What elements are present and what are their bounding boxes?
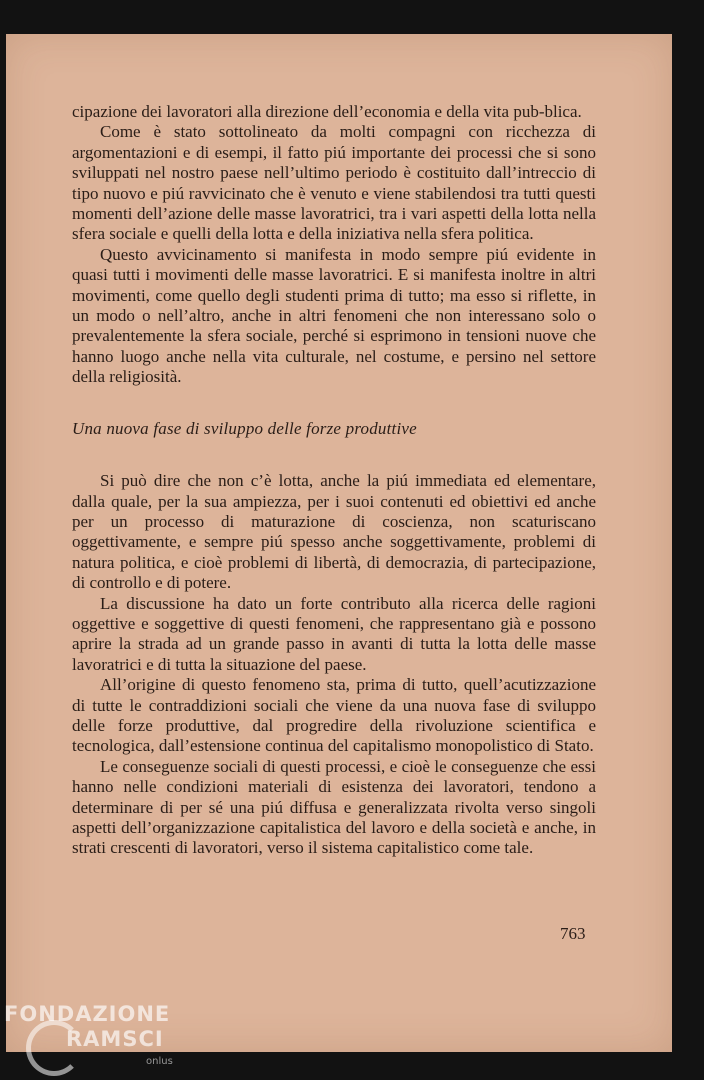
watermark-line1: FONDAZIONE (4, 1002, 171, 1026)
watermark-suffix: onlus (146, 1056, 173, 1067)
paragraph: Come è stato sottolineato da molti compagni con ricchezza di argomentazioni e di esempi, il fatto piú importante dei processi che si sono sviluppati nel nostro paese nell’ultimo periodo è costituito dall’intreccio di tipo nuovo e piú ravvicinato che è venuto e viene stabilendosi tra tutti questi momenti dell’azione delle masse lavoratrici, tra i vari aspetti della lotta nella sfera sociale e quelli della lotta e della iniziativa nella sfera politica. (72, 122, 596, 244)
section-heading: Una nuova fase di sviluppo delle forze produttive (72, 418, 417, 438)
paragraph: Si può dire che non c’è lotta, anche la piú immediata ed elementare, dalla quale, per la sua ampiezza, per i suoi contenuti ed obiettivi ed anche per un processo di maturazione di coscienza, non scaturiscano oggettivamente, e sempre piú spesso anche soggettivamente, problemi di natura politica, e cioè problemi di libertà, di democrazia, di partecipazione, di controllo e di potere. (72, 471, 596, 593)
watermark-line2: RAMSCI (66, 1027, 164, 1051)
page-body (72, 102, 596, 859)
paragraph: cipazione dei lavoratori alla direzione dell’economia e della vita pub-blica. (72, 102, 582, 121)
paragraph: Le conseguenze sociali di questi processi, e cioè le conseguenze che essi hanno nelle condizioni materiali di esistenza dei lavoratori, tendono a determinare di per sé una piú diffusa e generalizzata rivolta verso singoli aspetti dell’organizzazione capitalistica del lavoro e della società e anche, in strati crescenti di lavoratori, verso il sistema capitalistico come tale. (72, 756, 596, 858)
watermark-logo (0, 998, 200, 1078)
paragraph: La discussione ha dato un forte contributo alla ricerca delle ragioni oggettive e soggettive di questi fenomeni, che rappresentano già e possono aprire la strada ad un grande passo in avanti di tutta la lotta delle masse lavoratrici e di tutta la situazione del paese. (72, 593, 596, 674)
page-number: 763 (560, 924, 586, 943)
paragraph: Questo avvicinamento si manifesta in modo sempre piú evidente in quasi tutti i movimenti delle masse lavoratrici. E si manifesta inoltre in altri movimenti, come quello degli studenti prima di tutto; ma esso si riflette, in un modo o nell’altro, anche in altri fenomeni che non interessano solo o prevalentemente la sfera sociale, perché si esprimono in tensioni nuove che hanno luogo anche nella vita culturale, nel costume, e persino nel settore della religiosità. (72, 244, 596, 387)
paragraph: All’origine di questo fenomeno sta, prima di tutto, quell’acutizzazione di tutte le contraddizioni sociali che viene da una nuova fase di sviluppo delle forze produttive, dal progredire della rivoluzione scientifica e tecnologica, dall’estensione continua del capitalismo monopolistico di Stato. (72, 675, 596, 756)
book-page (6, 34, 672, 1052)
